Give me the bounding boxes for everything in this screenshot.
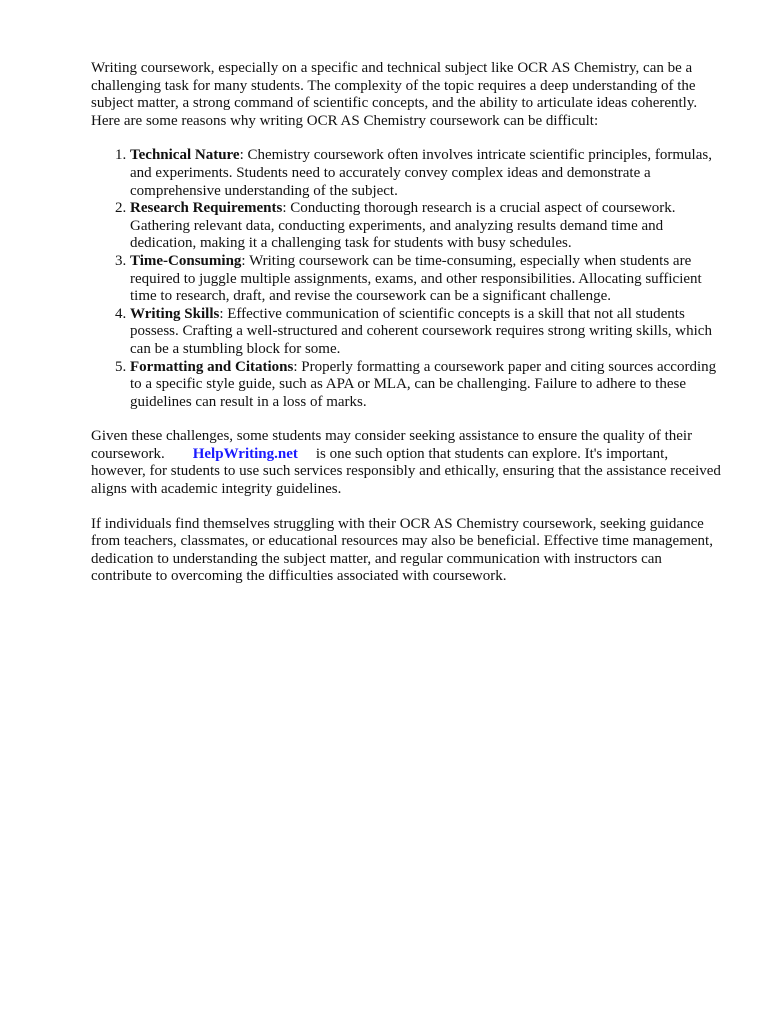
list-item [130,306,723,359]
reason-term: Formatting and Citations [130,358,294,375]
reason-term: Research Requirements [130,200,283,217]
document-page [91,60,723,586]
assistance-text-before: Given these challenges, some students may consider seeking assistance to ensure the quality of their coursework. [91,428,693,462]
reasons-list [91,147,723,411]
assistance-text-after: is one such option that students can explore. It's important, however, for students to use such services responsibly and ethically, ensuring that the assistance received aligns with academic integrity guidelines. [91,445,721,498]
list-item [130,147,723,200]
helpwriting-link[interactable]: HelpWriting.net [192,445,298,462]
list-item [130,359,723,412]
reason-text: : Chemistry coursework often involves intricate scientific principles, formulas, and experiments. Students need to accurately convey complex ideas and demonstrate a comprehensive understanding of the subject. [130,147,712,199]
reason-text: : Properly formatting a coursework paper and citing sources according to a specific style guide, such as APA or MLA, can be challenging. Failure to adhere to these guidelines can result in a loss of marks. [130,358,717,410]
list-item [130,200,723,253]
reason-text: : Conducting thorough research is a crucial aspect of coursework. Gathering relevant data, conducting experiments, and analyzing results demand time and dedication, making it a challenging task for students with busy schedules. [130,200,676,252]
reason-text: : Effective communication of scientific concepts is a skill that not all students possess. Crafting a well-structured and coherent coursework requires strong writing skills, which can be a stumbling block for some. [130,305,712,357]
reason-text: : Writing coursework can be time-consuming, especially when students are required to juggle multiple assignments, exams, and other responsibilities. Allocating sufficient time to research, draft, and revise the coursework can be a significant challenge. [130,252,702,305]
closing-paragraph: If individuals find themselves struggling with their OCR AS Chemistry coursework, seeking guidance from teachers, classmates, or educational resources may also be beneficial. Effective time management, dedication to understanding the subject matter, and regular communication with instructors can contribute to overcoming the difficulties associated with coursework. [91,515,713,585]
assistance-paragraph [91,428,723,498]
list-item [130,253,723,306]
reason-term: Writing Skills [130,305,220,322]
reason-term: Technical Nature [130,147,240,164]
intro-paragraph: Writing coursework, especially on a specific and technical subject like OCR AS Chemistry, can be a challenging task for many students. The complexity of the topic requires a deep understanding of the subject matter, a strong command of scientific concepts, and the ability to articulate ideas coherently. Here are some reasons why writing OCR AS Chemistry coursework can be difficult: [91,60,698,129]
reason-term: Time-Consuming [130,252,242,269]
